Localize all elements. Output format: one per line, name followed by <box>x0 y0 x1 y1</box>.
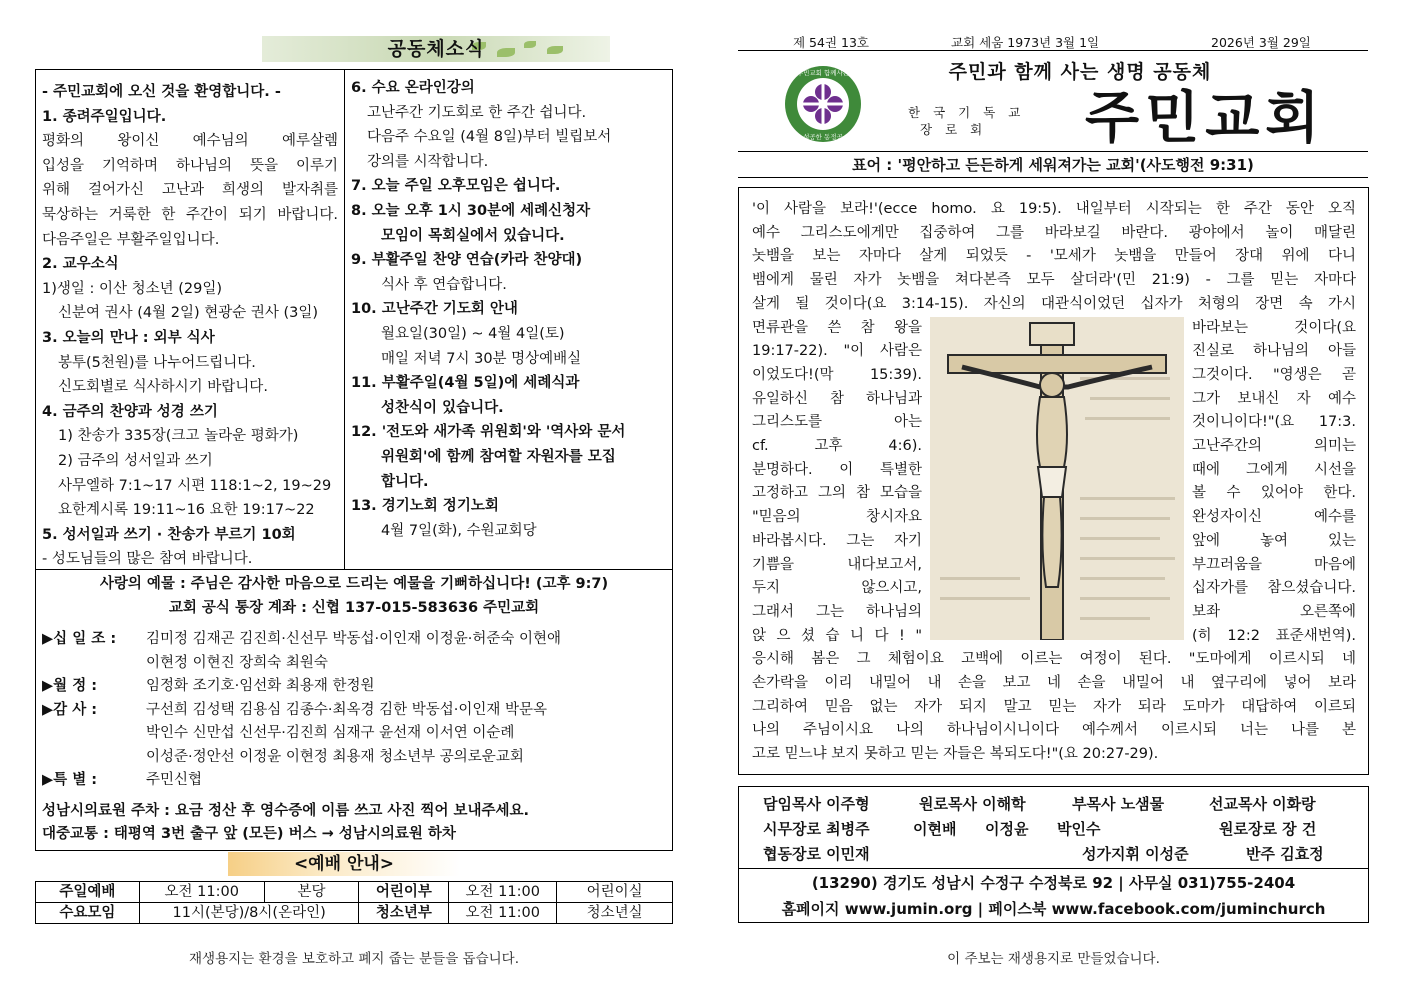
news-line: 위해 걸어가신 고난과 희생의 발자취를 <box>42 182 338 199</box>
staff-name: 성가지휘 이성준 <box>1082 845 1189 863</box>
sermon-line: 것이니이다!"(요 17:3. <box>1192 414 1356 431</box>
offering-names: 주민신협 <box>146 772 203 788</box>
worship-title: <예배 안내> <box>293 854 395 874</box>
church-address: (13290) 경기도 성남시 수정구 수정북로 92 | 사무실 031)755-2404 <box>811 874 1296 892</box>
news-line: 매일 저녁 7시 30분 명상예배실 <box>381 350 582 367</box>
volume-number: 제 54권 13호 <box>793 35 869 50</box>
sermon-line: 두지 않으시고, <box>752 580 922 597</box>
offering-label: ▶월 정 : <box>42 678 98 694</box>
sermon-line: 19:17-22). "이 사람은 <box>752 343 922 360</box>
church-motto: 표어 : '평안하고 든든하게 세워져가는 교회'(사도행전 9:31) <box>852 156 1254 174</box>
news-line: 합니다. <box>381 473 429 490</box>
news-line: 7. 오늘 주일 오후모임은 쉽니다. <box>351 178 561 195</box>
offering-names: 구선희 김성택 김용심 김종수·최옥경 김한 박동섭·이인재 박문옥 <box>146 701 548 718</box>
news-line: 13. 경기노회 정기노회 <box>351 498 499 515</box>
sermon-line: 응시해 봄은 그 체험이요 고백에 이르는 여정이 된다. "도마에게 이르시되 네 <box>752 651 1356 668</box>
offering-names: 임정화 조기호·임선화 최용재 한정원 <box>146 678 375 694</box>
offering-row <box>42 652 667 676</box>
founded-date: 교회 세움 1973년 3월 1일 <box>951 35 1100 50</box>
divider <box>738 868 1369 869</box>
church-logo <box>783 64 863 144</box>
sermon-line: 그것이다. "영생은 곧 <box>1192 366 1356 383</box>
sermon-line: 때에 그에게 시선을 <box>1192 461 1356 478</box>
news-line: 강의를 시작합니다. <box>367 153 489 170</box>
sermon-line: 고난주간의 의미는 <box>1192 438 1356 454</box>
sermon-line: 뱀에게 물린 자가 놋뱀을 쳐다본즉 모두 살더라'(민 21:9) - 그를 믿는 자마다 <box>752 272 1356 289</box>
staff-name: 원로목사 이해학 <box>919 795 1026 813</box>
sermon-line: 살게 될 것이다(요 3:14-15). 자신의 대관식이었던 십자가 처형의 장면 속 가시 <box>752 295 1356 312</box>
logo-text-top: 주민교회 함께사는 <box>796 69 850 77</box>
news-line: 요한계시록 19:11~16 요한 19:17~22 <box>58 502 315 519</box>
sermon-line: 면류관을 쓴 참 왕을 <box>752 319 922 336</box>
offering-row <box>42 722 667 746</box>
news-line: 11. 부활주일(4월 5일)에 세례식과 <box>351 375 580 392</box>
denomination-line: 장로회 <box>920 122 996 137</box>
denomination-line: 한국기독교 <box>908 105 1034 120</box>
offering-row <box>42 699 667 723</box>
news-line: 다음주 수요일 (4월 8일)부터 빌립보서 <box>367 129 612 146</box>
staff-name: 시무장로 최병주 <box>763 820 870 838</box>
sermon-line: 그리하여 믿음 없는 자가 되지 말고 믿는 자가 되라 도마가 대답하여 이르되 <box>752 698 1356 715</box>
offering-row <box>42 628 667 652</box>
sermon-line: 유일하신 참 하나님과 <box>752 390 922 407</box>
news-line: 다음주일은 부활주일입니다. <box>42 231 220 248</box>
crucifix-icon <box>930 317 1184 640</box>
news-line: 모임이 목회실에서 있습니다. <box>381 227 565 244</box>
sermon-line: 부끄러움을 마음에 <box>1192 556 1356 573</box>
offering-row <box>42 675 667 699</box>
sermon-line: 그가 보내신 자 예수 <box>1192 390 1356 407</box>
sermon-line: 그리스도를 아는 <box>752 414 922 431</box>
news-column-left <box>42 80 338 572</box>
sermon-line: 앉 으 셨 습 니 다 ! " <box>752 627 922 644</box>
table-cell: 오전 11:00 <box>449 882 557 903</box>
sermon-line: 앞에 놓여 있는 <box>1192 532 1356 549</box>
news-line: 성찬식이 있습니다. <box>381 399 504 416</box>
news-line: 4. 금주의 찬양과 성경 쓰기 <box>42 403 218 420</box>
sermon-line: (히 12:2 표준새번역). <box>1192 627 1356 644</box>
sermon-line: '이 사람을 보라!'(ecce homo. 요 19:5). 내일부터 시작되는 한 주간 동안 오직 <box>752 201 1356 217</box>
news-column-right <box>351 76 669 543</box>
sermon-line: 바라보는 것이다(요 <box>1192 319 1356 336</box>
table-cell: 청소년실 <box>557 903 673 924</box>
news-line: 1. 종려주일입니다. <box>42 108 167 125</box>
news-line: 3. 오늘의 만나 : 외부 식사 <box>42 329 215 346</box>
offering-title: 사랑의 예물 : 주님은 감사한 마음으로 드리는 예물을 기뻐하십니다! (고후 9:7) <box>99 576 609 592</box>
sermon-line: 보좌 오른쪽에 <box>1192 603 1356 620</box>
sermon-line: 이었도다!(막 15:39). <box>752 366 922 383</box>
column-divider <box>344 69 345 570</box>
staff-name: 박인수 <box>1057 820 1101 838</box>
staff-name: 담임목사 이주형 <box>763 795 870 813</box>
staff-name: 원로장로 장 건 <box>1219 820 1317 838</box>
offering-names: 이현정 이현진 장희숙 최원숙 <box>146 654 328 671</box>
news-line: 봉투(5천원)를 나누어드립니다. <box>58 354 256 371</box>
table-cell: 본당 <box>264 882 359 903</box>
news-line: 9. 부활주일 찬양 연습(카라 찬양대) <box>351 252 583 269</box>
sermon-line: 손가락을 이리 내밀어 내 손을 보고 네 손을 내밀어 내 옆구리에 넣어 보라 <box>752 675 1356 691</box>
table-cell: 오전 11:00 <box>449 903 557 924</box>
denomination <box>908 104 1068 138</box>
news-line: 4월 7일(화), 수원교회당 <box>381 522 537 539</box>
issue-date: 2026년 3월 29일 <box>1211 35 1311 50</box>
news-line: 평화의 왕이신 예수님의 예루살렘 <box>42 133 338 150</box>
news-line: 월요일(30일) ~ 4월 4일(토) <box>381 325 565 342</box>
news-line: - 성도님들의 많은 참여 바랍니다. <box>42 551 253 568</box>
sermon-line: cf. 고후 4:6). <box>752 438 922 454</box>
table-cell: 11시(본당)/8시(온라인) <box>139 903 359 924</box>
news-line: 사무엘하 7:1~17 시편 118:1~2, 19~29 <box>58 477 332 494</box>
table-row <box>36 903 673 924</box>
sermon-line: 바라봅시다. 그는 자기 <box>752 532 922 549</box>
news-line: 신도회별로 식사하시기 바랍니다. <box>58 379 268 396</box>
offering-names: 김미정 김재곤 김진희·신선무 박동섭·이인재 이정윤·허준숙 이현애 <box>146 631 562 647</box>
right-footer: 이 주보는 재생용지로 만들었습니다. <box>947 951 1160 967</box>
sermon-line: 십자가를 참으셨습니다. <box>1192 580 1356 597</box>
news-line: 고난주간 기도회로 한 주간 쉽니다. <box>367 104 587 121</box>
staff-name: 반주 김효정 <box>1246 845 1324 863</box>
sermon-line: 예수 그리스도에게만 집중하여 그를 바라보길 바란다. 광야에서 놀이 매달린 <box>752 224 1356 241</box>
news-line: 1) 찬송가 335장(크고 놀라운 평화가) <box>58 428 299 445</box>
news-line: 12. '전도와 새가족 위원회'와 '역사와 문서 <box>351 424 626 441</box>
table-cell: 수요모임 <box>36 903 140 924</box>
staff-name: 선교목사 이화랑 <box>1209 795 1316 813</box>
sermon-line: 그래서 그는 하나님의 <box>752 603 922 620</box>
news-line: 입성을 기억하며 하나님의 뜻을 이루기 <box>42 157 338 174</box>
offering-row <box>42 746 667 770</box>
news-line: 식사 후 연습합니다. <box>381 276 507 293</box>
table-cell: 어린이부 <box>359 882 449 903</box>
logo-text-bottom: 성공한 동정공 <box>803 133 843 141</box>
news-line: 위원회'에 함께 참여할 자원자를 모집 <box>381 448 616 465</box>
news-line: 6. 수요 온라인강의 <box>351 80 475 96</box>
divider <box>738 151 1368 152</box>
offering-label: ▶특 별 : <box>42 772 98 788</box>
news-line: 5. 성서일과 쓰기 · 찬송가 부르기 10회 <box>42 526 296 543</box>
sermon-line: 분명하다. 이 특별한 <box>752 461 922 478</box>
church-name: 주민교회 <box>1085 86 1326 151</box>
sermon-line: 고로 믿느냐 보지 못하고 믿는 자들은 복되도다!"(요 20:27-29). <box>752 746 1159 763</box>
table-cell: 청소년부 <box>359 903 449 924</box>
left-footer: 재생용지는 환경을 보호하고 폐지 줍는 분들을 돕습니다. <box>189 951 519 967</box>
staff-name: 협동장로 이민재 <box>763 845 870 863</box>
offering-names: 이성준·정안선 이정윤 이현정 최용재 청소년부 공의로운교회 <box>146 748 524 765</box>
offering-row <box>42 769 667 793</box>
staff-name: 이정윤 <box>985 820 1029 838</box>
masthead-info <box>738 33 1368 51</box>
news-line: - 주민교회에 오신 것을 환영합니다. - <box>42 84 281 100</box>
offering-label: ▶십 일 조 : <box>42 631 117 647</box>
parking-info: 성남시의료원 주차 : 요금 정산 후 영수증에 이름 쓰고 사진 찍어 보내주세요. <box>42 803 530 819</box>
page-title: 공동체소식 <box>387 38 485 60</box>
table-cell: 어린이실 <box>557 882 673 903</box>
staff-name: 이현배 <box>913 820 957 838</box>
news-line: 신분여 권사 (4월 2일) 현광순 권사 (3일) <box>58 305 319 322</box>
sermon-line: 고정하고 그의 참 모습을 <box>752 485 922 502</box>
news-line: 1)생일 : 이산 청소년 (29일) <box>42 280 223 297</box>
divider <box>738 50 1368 51</box>
table-cell: 오전 11:00 <box>139 882 264 903</box>
staff-name: 부목사 노샘물 <box>1072 795 1165 813</box>
sermon-line: 완성자이신 예수를 <box>1192 509 1356 526</box>
sermon-line: "믿음의 창시자요 <box>752 509 922 526</box>
news-line: 2) 금주의 성서일과 쓰기 <box>58 452 213 469</box>
table-row <box>36 882 673 903</box>
sermon-line: 기쁨을 내다보고서, <box>752 556 922 573</box>
sermon-line: 볼 수 있어야 한다. <box>1192 485 1356 502</box>
transit-info: 대중교통 : 태평역 3번 출구 앞 (모든) 버스 → 성남시의료원 하차 <box>42 826 456 842</box>
worship-schedule-table <box>35 881 673 924</box>
offering-names: 박인수 신만섭 신선무·김진희 심재구 윤선재 이서연 이순례 <box>146 725 515 741</box>
sermon-line: 나의 주님이시요 나의 하나님이시니이다 예수께서 이르시되 너는 나를 본 <box>752 722 1356 739</box>
church-web: 홈페이지 www.jumin.org | 페이스북 www.facebook.com/juminchurch <box>781 900 1326 918</box>
bank-account: 교회 공식 통장 계좌 : 신협 137-015-583636 주민교회 <box>168 600 540 616</box>
sermon-line: 진실로 하나님의 아들 <box>1192 343 1356 360</box>
crucifix-image <box>930 317 1184 640</box>
news-line: 2. 교우소식 <box>42 256 119 273</box>
news-line: 8. 오늘 오후 1시 30분에 세례신청자 <box>351 202 591 219</box>
sermon-line: 놋뱀을 보는 자마다 살게 되었듯 - '모세가 놋뱀을 만들어 장대 위에 다니 <box>752 248 1356 265</box>
divider <box>738 177 1368 178</box>
news-line: 묵상하는 거룩한 한 주간이 되기 바랍니다. <box>42 206 338 223</box>
table-cell: 주일예배 <box>36 882 140 903</box>
news-line: 10. 고난주간 기도회 안내 <box>351 301 518 318</box>
offering-label: ▶감 사 : <box>42 701 98 718</box>
church-subtitle: 주민과 함께 사는 생명 공동체 <box>948 61 1212 83</box>
